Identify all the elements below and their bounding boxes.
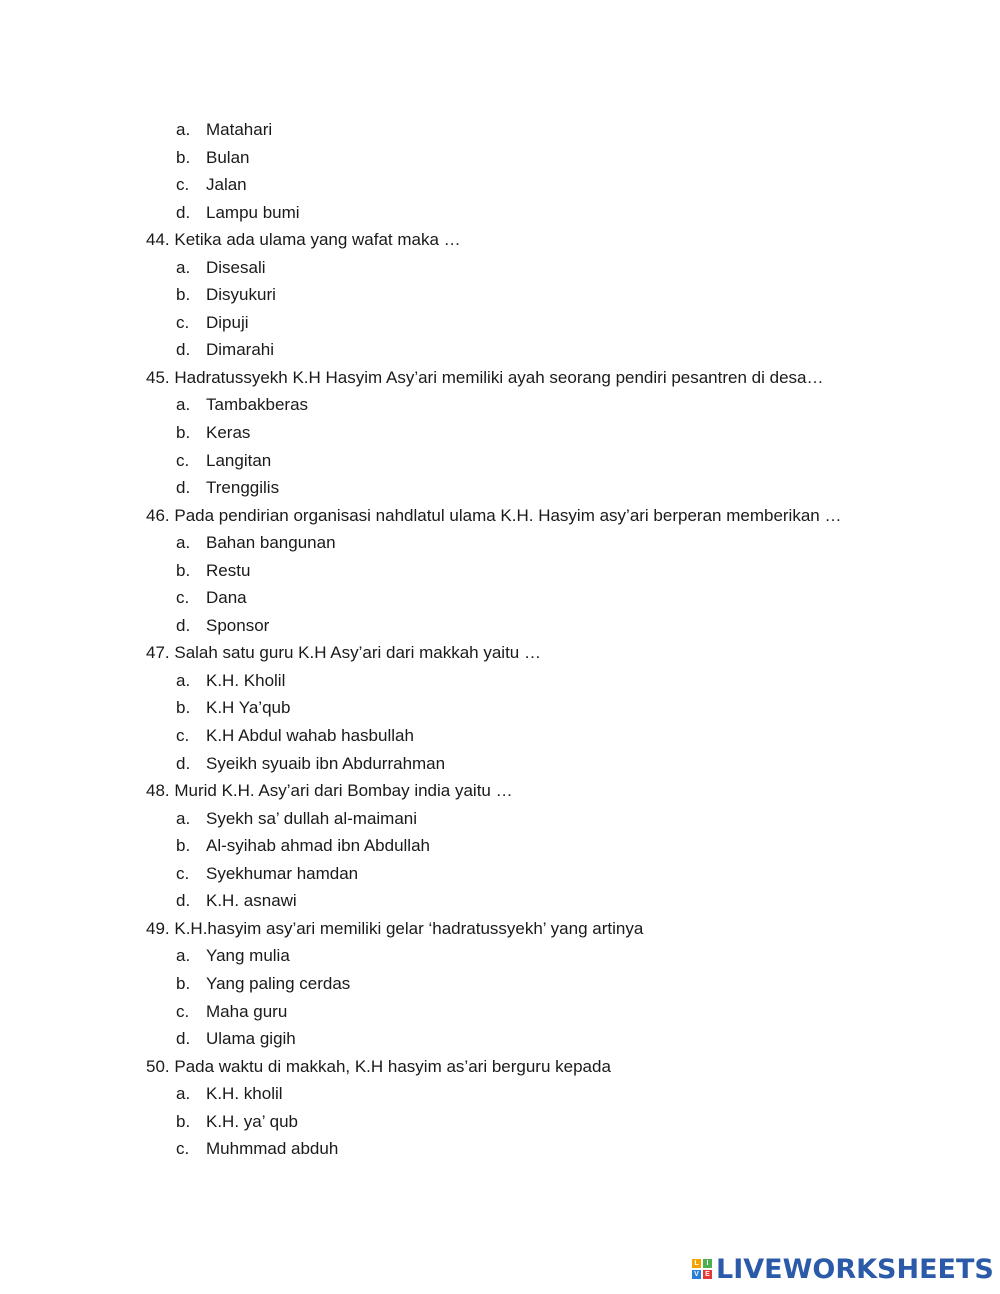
- answer-option: [0, 336, 1000, 364]
- answer-option: [0, 1025, 1000, 1053]
- option-text: Dimarahi: [206, 340, 275, 360]
- option-letter: b.: [176, 147, 191, 167]
- option-letter: a.: [176, 808, 191, 828]
- option-letter: d.: [176, 753, 191, 773]
- answer-option: [0, 667, 1000, 695]
- answer-option: [0, 887, 1000, 915]
- answer-option: [0, 694, 1000, 722]
- option-text: Ulama gigih: [206, 1029, 296, 1049]
- answer-option: [0, 1080, 1000, 1108]
- logo-tile-i: I: [703, 1259, 712, 1268]
- option-letter: c.: [176, 726, 190, 746]
- answer-option: [0, 116, 1000, 144]
- answer-option: [0, 1135, 1000, 1163]
- option-text: Keras: [206, 423, 251, 443]
- answer-option: [0, 171, 1000, 199]
- answer-option: [0, 529, 1000, 557]
- option-text: K.H. ya’ qub: [206, 1111, 298, 1131]
- option-letter: c.: [176, 175, 190, 195]
- option-text: Syekh sa’ dullah al-maimani: [206, 808, 418, 828]
- question-text: 44. Ketika ada ulama yang wafat maka …: [146, 230, 461, 250]
- option-letter: d.: [176, 615, 191, 635]
- option-letter: d.: [176, 1029, 191, 1049]
- option-letter: c.: [176, 1139, 190, 1159]
- brand-wordmark: LIVEWORKSHEETS: [716, 1253, 994, 1285]
- answer-option: [0, 447, 1000, 475]
- option-text: Maha guru: [206, 1001, 288, 1021]
- option-text: Sponsor: [206, 615, 270, 635]
- option-text: Disyukuri: [206, 285, 276, 305]
- question-text: 47. Salah satu guru K.H Asy’ari dari makkah yaitu …: [146, 643, 541, 663]
- option-text: Muhmmad abduh: [206, 1139, 339, 1159]
- option-letter: d.: [176, 891, 191, 911]
- option-letter: a.: [176, 946, 191, 966]
- answer-option: [0, 474, 1000, 502]
- liveworksheets-logo-icon: [692, 1259, 712, 1279]
- answer-option: [0, 750, 1000, 778]
- option-text: Al-syihab ahmad ibn Abdullah: [206, 836, 430, 856]
- option-letter: b.: [176, 560, 191, 580]
- answer-option: [0, 1108, 1000, 1136]
- option-text: Bahan bangunan: [206, 533, 336, 553]
- option-text: Bulan: [206, 147, 250, 167]
- option-text: Dana: [206, 588, 247, 608]
- answer-option: [0, 998, 1000, 1026]
- option-letter: b.: [176, 1111, 191, 1131]
- question-text: 50. Pada waktu di makkah, K.H hasyim as’ari berguru kepada: [146, 1056, 611, 1076]
- answer-option: [0, 254, 1000, 282]
- option-letter: d.: [176, 478, 191, 498]
- option-text: Syeikh syuaib ibn Abdurrahman: [206, 753, 446, 773]
- answer-option: [0, 144, 1000, 172]
- option-text: K.H. kholil: [206, 1084, 283, 1104]
- option-text: Tambakberas: [206, 395, 309, 415]
- logo-tile-l: L: [692, 1259, 701, 1268]
- option-letter: a.: [176, 257, 191, 277]
- question-text: 49. K.H.hasyim asy’ari memiliki gelar ‘hadratussyekh’ yang artinya: [146, 918, 644, 938]
- option-text: Restu: [206, 560, 251, 580]
- option-letter: c.: [176, 312, 190, 332]
- question-text: 46. Pada pendirian organisasi nahdlatul ulama K.H. Hasyim asy’ari berperan memberikan …: [146, 505, 842, 525]
- option-letter: c.: [176, 588, 190, 608]
- answer-option: [0, 419, 1000, 447]
- option-text: Syekhumar hamdan: [206, 863, 359, 883]
- option-letter: a.: [176, 533, 191, 553]
- option-letter: a.: [176, 395, 191, 415]
- option-text: Dipuji: [206, 312, 249, 332]
- option-text: K.H. Kholil: [206, 670, 286, 690]
- option-text: Lampu bumi: [206, 202, 300, 222]
- option-text: Yang mulia: [206, 946, 290, 966]
- answer-option: [0, 832, 1000, 860]
- option-letter: b.: [176, 973, 191, 993]
- option-letter: d.: [176, 340, 191, 360]
- answer-option: [0, 584, 1000, 612]
- option-text: K.H Ya’qub: [206, 698, 291, 718]
- option-text: Disesali: [206, 257, 266, 277]
- answer-option: [0, 970, 1000, 998]
- worksheet-content: [0, 116, 1000, 1163]
- question-text: 48. Murid K.H. Asy’ari dari Bombay india yaitu …: [146, 781, 513, 801]
- question-text: 45. Hadratussyekh K.H Hasyim Asy’ari memiliki ayah seorang pendiri pesantren di desa…: [146, 367, 824, 387]
- logo-tile-v: V: [692, 1270, 701, 1279]
- answer-option: [0, 391, 1000, 419]
- option-letter: b.: [176, 285, 191, 305]
- option-text: Matahari: [206, 120, 273, 139]
- option-letter: b.: [176, 836, 191, 856]
- option-letter: a.: [176, 670, 191, 690]
- answer-option: [0, 557, 1000, 585]
- answer-option: [0, 860, 1000, 888]
- option-letter: a.: [176, 1084, 191, 1104]
- liveworksheets-brand: [692, 1255, 994, 1283]
- option-letter: c.: [176, 450, 190, 470]
- answer-option: [0, 722, 1000, 750]
- option-text: Langitan: [206, 450, 272, 470]
- logo-tile-e: E: [703, 1270, 712, 1279]
- option-text: K.H. asnawi: [206, 891, 297, 911]
- option-letter: b.: [176, 698, 191, 718]
- option-text: Jalan: [206, 175, 247, 195]
- answer-option: [0, 805, 1000, 833]
- answer-option: [0, 309, 1000, 337]
- option-letter: d.: [176, 202, 191, 222]
- answer-option: [0, 612, 1000, 640]
- option-text: K.H Abdul wahab hasbullah: [206, 726, 414, 746]
- option-letter: a.: [176, 120, 191, 139]
- answer-option: [0, 199, 1000, 227]
- option-text: Yang paling cerdas: [206, 973, 351, 993]
- answer-option: [0, 942, 1000, 970]
- option-letter: c.: [176, 1001, 190, 1021]
- option-letter: b.: [176, 423, 191, 443]
- option-letter: c.: [176, 863, 190, 883]
- option-text: Trenggilis: [206, 478, 280, 498]
- answer-option: [0, 281, 1000, 309]
